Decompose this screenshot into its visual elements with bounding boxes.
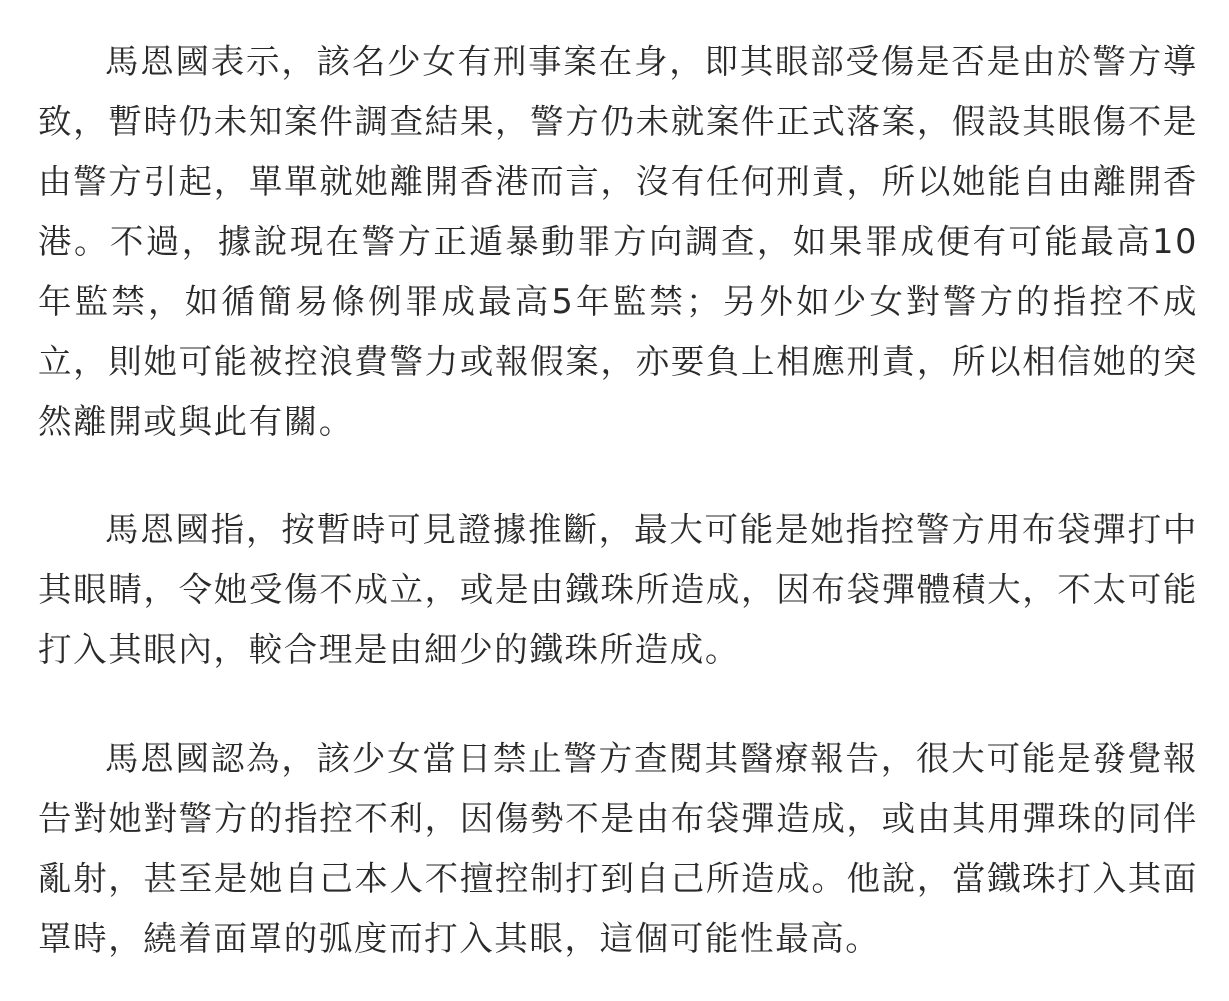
paragraph-1: 馬恩國表示，該名少女有刑事案在身，即其眼部受傷是否是由於警方導致，暫時仍未知案件調查結果，警方仍未就案件正式落案，假設其眼傷不是由警方引起，單單就她離開香港而言，沒有任何刑責，所以她能自由離開香港。不過，據說現在警方正遁暴動罪方向調查，如果罪成便有可能最高10年監禁，如循簡易條例罪成最高5年監禁；另外如少女對警方的指控不成立，則她可能被控浪費警力或報假案，亦要負上相應刑責，所以相信她的突然離開或與此有關。 (38, 42, 1198, 441)
paragraph-3: 馬恩國認為，該少女當日禁止警方查閱其醫療報告，很大可能是發覺報告對她對警方的指控不利，因傷勢不是由布袋彈造成，或由其用彈珠的同伴亂射，甚至是她自己本人不擅控制打到自己所造成。他說，當鐵珠打入其面罩時，繞着面罩的弧度而打入其眼，這個可能性最高。 (38, 739, 1198, 958)
paragraph-2: 馬恩國指，按暫時可見證據推斷，最大可能是她指控警方用布袋彈打中其眼睛，令她受傷不成立，或是由鐵珠所造成，因布袋彈體積大，不太可能打入其眼內，較合理是由細少的鐵珠所造成。 (38, 510, 1198, 669)
